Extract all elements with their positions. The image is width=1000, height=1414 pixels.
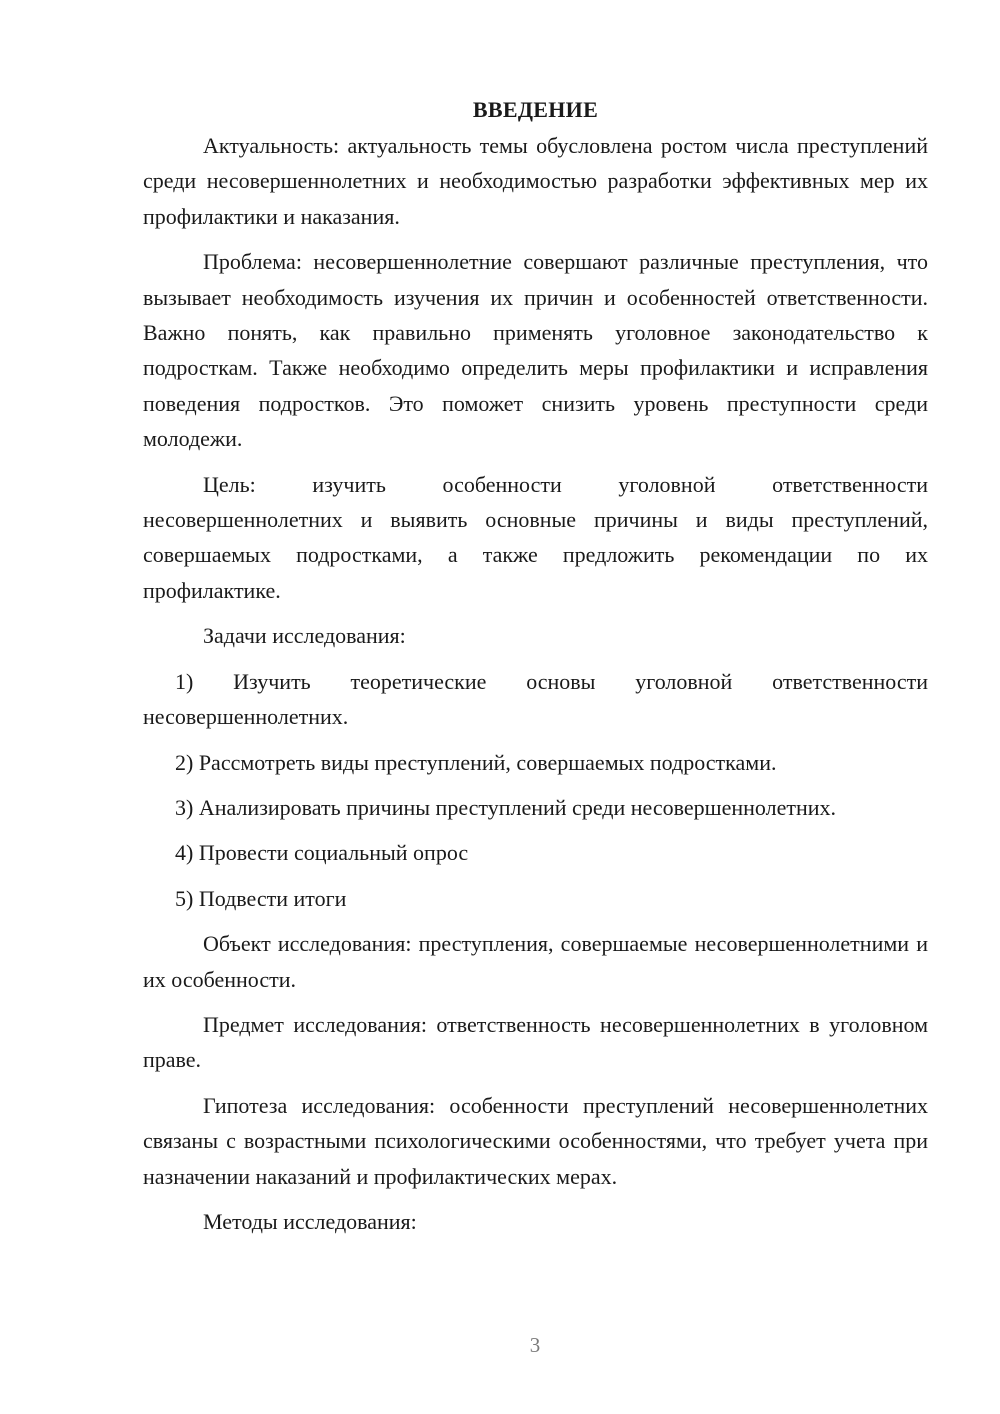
task-list-item: 1) Изучить теоретические основы уголовной ответственности несовершеннолетних. [143,668,928,730]
paragraph-hypothesis: Гипотеза исследования: особенности преступлений несовершеннолетних связаны с возрастными психологическими особенностями, что требует учета при назначении наказаний и профилактических мерах. [143,1092,928,1189]
task-list-item: 3) Анализировать причины преступлений среди несовершеннолетних. [175,794,836,820]
paragraph-goal: Цель: изучить особенности уголовной ответственности несовершеннолетних и выявить основные причины и виды преступлений, совершаемых подростками, а также предложить рекомендации по их профилактике. [143,471,928,603]
paragraph-tasks-heading: Задачи исследования: [203,623,406,649]
paragraph-object: Объект исследования: преступления, совершаемые несовершеннолетними и их особенности. [143,931,928,992]
section-heading: ВВЕДЕНИЕ [472,97,599,122]
paragraph-methods: Методы исследования: [203,1208,417,1234]
paragraph-relevance: Актуальность: актуальность темы обусловлена ростом числа преступлений среди несовершеннолетних и необходимостью разработки эффективных мер их профилактики и наказания. [143,133,928,229]
task-list-item: 2) Рассмотреть виды преступлений, совершаемых подростками. [175,749,777,775]
page-content [143,92,928,1249]
paragraph-problem: Проблема: несовершеннолетние совершают различные преступления, что вызывает необходимость изучения их причин и особенностей ответственности. Важно понять, как правильно применять уголовное законодательство к подросткам. Также необходимо определить меры профилактики и исправления поведения подростков. Это поможет снизить уровень преступности среди молодежи. [143,249,928,452]
task-list-item: 5) Подвести итоги [175,885,347,911]
paragraph-subject: Предмет исследования: ответственность несовершеннолетних в уголовном праве. [143,1011,928,1073]
task-list-item: 4) Провести социальный опрос [175,840,469,866]
page-number: 3 [529,1333,541,1357]
